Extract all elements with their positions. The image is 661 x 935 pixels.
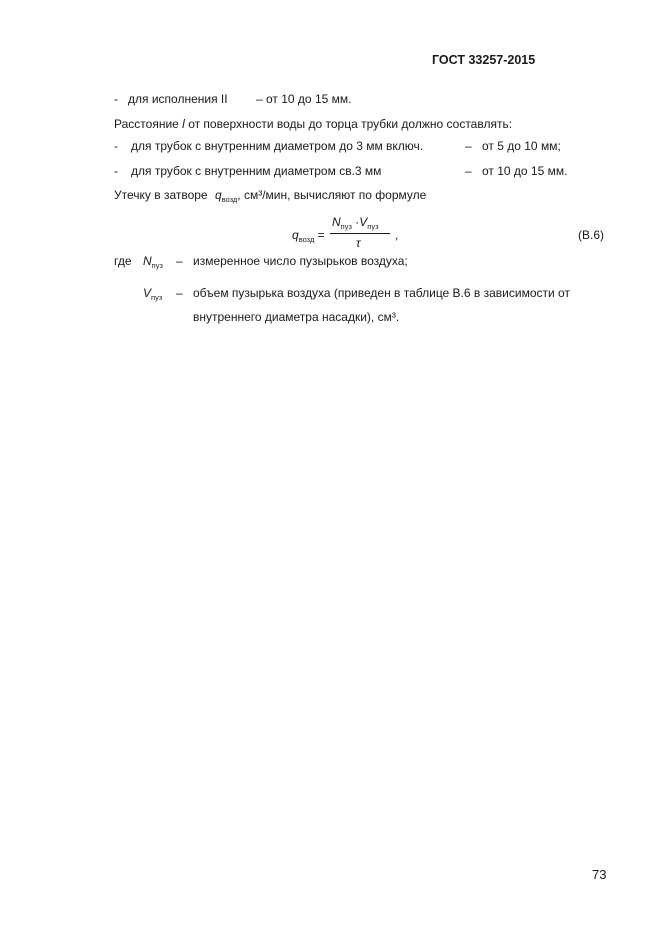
leak-text <box>114 189 426 204</box>
list-item-label: для трубок с внутренним диаметром до 3 мм включ. <box>131 139 424 153</box>
variable-n: N <box>143 254 152 268</box>
distance-text <box>114 118 512 130</box>
formula-numerator <box>332 216 379 231</box>
formula-denominator: τ <box>356 236 361 250</box>
text-fragment: от поверхности воды до торца трубки должно составлять: <box>188 117 513 131</box>
where-symbol-v <box>143 287 162 302</box>
fraction-bar <box>330 233 390 234</box>
where-description-continued: внутреннего диаметра насадки), см³. <box>193 310 400 324</box>
list-item-separator: – <box>465 139 472 153</box>
formula-dot: · <box>355 215 360 229</box>
formula-variable-n: N <box>332 215 341 229</box>
list-item-value: от 10 до 15 мм. <box>482 164 568 178</box>
page-number: 73 <box>592 867 607 882</box>
list-dash: - <box>114 164 118 178</box>
variable-subscript: пуз <box>151 293 163 302</box>
formula-fraction <box>330 216 390 252</box>
list-item-separator: – <box>465 164 472 178</box>
formula-trailing-comma: , <box>395 228 399 242</box>
list-item-label: для трубок с внутренним диаметром св.3 мм <box>131 164 382 178</box>
variable-subscript: пуз <box>151 261 163 270</box>
formula-lhs <box>292 229 325 244</box>
variable-q: q <box>214 188 222 202</box>
variable-subscript: возд <box>221 195 238 204</box>
text-fragment: Утечку в затворе <box>114 188 208 202</box>
text-fragment: Расстояние <box>114 117 179 131</box>
list-item-label: для исполнения II <box>128 92 228 106</box>
list-dash: - <box>114 139 118 153</box>
document-header: ГОСТ 33257-2015 <box>432 53 536 67</box>
variable-l: l <box>182 117 185 131</box>
formula-variable-q: q <box>292 228 299 242</box>
where-description: объем пузырька воздуха (приведен в таблице В.6 в зависимости от <box>193 286 570 300</box>
formula-subscript: возд <box>298 235 315 244</box>
list-item-value: от 5 до 10 мм; <box>482 139 561 153</box>
where-word: где <box>114 254 132 268</box>
formula-variable-v: V <box>359 215 368 229</box>
list-dash: - <box>114 92 118 106</box>
formula-number: (В.6) <box>578 228 605 242</box>
formula-equals: = <box>317 228 325 242</box>
list-item-value: – от 10 до 15 мм. <box>256 92 352 106</box>
formula-subscript: пуз <box>340 222 352 231</box>
where-dash: – <box>176 254 183 268</box>
formula-subscript: пуз <box>367 222 379 231</box>
text-fragment: , см³/мин, вычисляют по формуле <box>237 188 427 202</box>
where-symbol-n <box>143 255 163 270</box>
where-description: измеренное число пузырьков воздуха; <box>193 254 408 268</box>
where-dash: – <box>176 286 183 300</box>
variable-v: V <box>143 286 152 300</box>
